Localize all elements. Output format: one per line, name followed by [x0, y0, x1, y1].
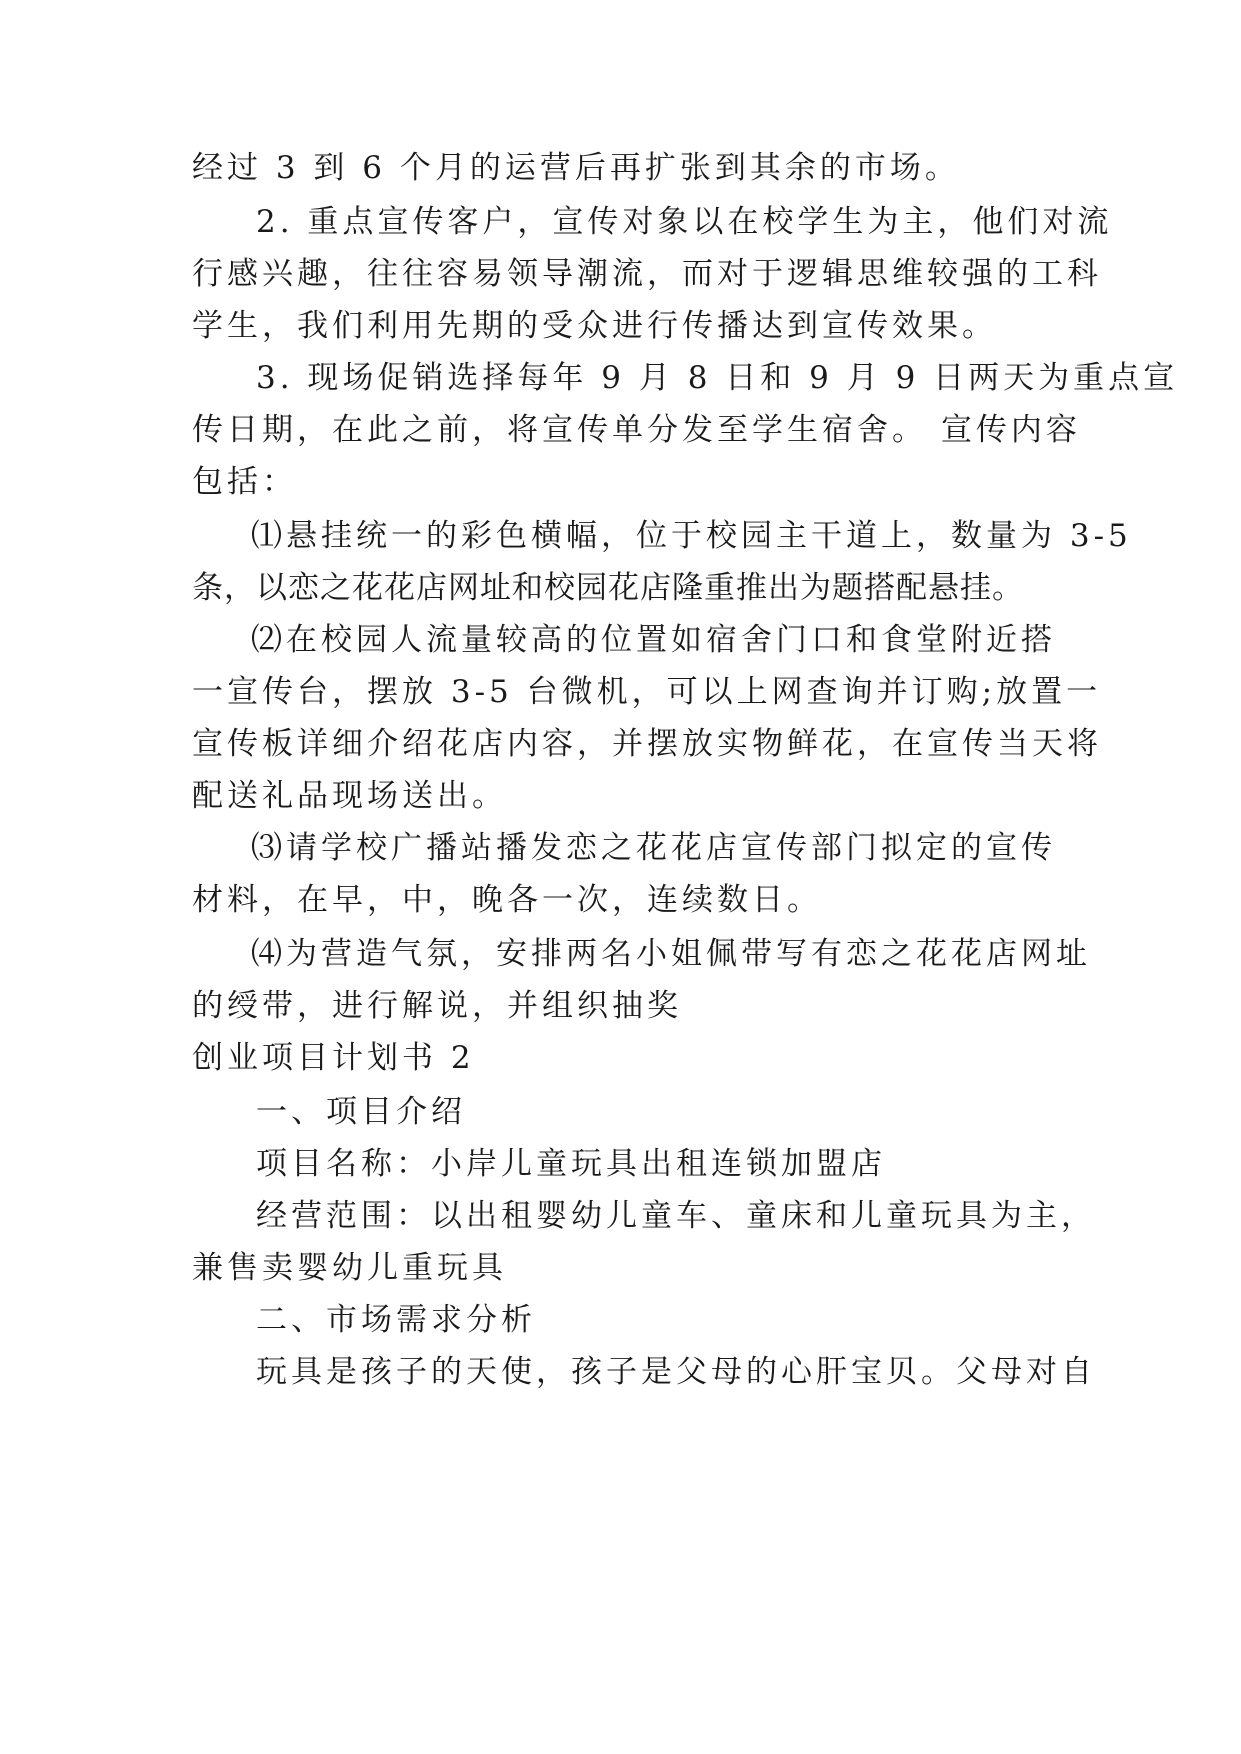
paragraph-line: 兼售卖婴幼儿重玩具 — [192, 1250, 507, 1286]
paragraph-line: 经营范围：以出租婴幼儿童车、童床和儿童玩具为主， — [256, 1198, 1096, 1234]
paragraph-line: 项目名称：小岸儿童玩具出租连锁加盟店 — [256, 1146, 886, 1182]
paragraph-line: 一、项目介绍 — [256, 1094, 466, 1130]
paragraph-line: 的绶带，进行解说，并组织抽奖 — [192, 988, 682, 1024]
paragraph-line: 包括： — [192, 464, 297, 500]
paragraph-line: 配送礼品现场送出。 — [192, 778, 507, 814]
paragraph-line: 经过 3 到 6 个月的运营后再扩张到其余的市场。 — [192, 150, 960, 186]
paragraph-line: 一宣传台，摆放 3-5 台微机，可以上网查询并订购;放置一 — [192, 674, 1102, 710]
paragraph-line: ⑷为营造气氛，安排两名小姐佩带写有恋之花花店网址 — [251, 936, 1091, 972]
paragraph-line: ⑴悬挂统一的彩色横幅，位于校园主干道上，数量为 3-5 — [251, 518, 1132, 554]
paragraph-line: 3. 现场促销选择每年 9 月 8 日和 9 月 9 日两天为重点宣 — [256, 360, 1179, 396]
paragraph-line: ⑵在校园人流量较高的位置如宿舍门口和食堂附近搭 — [251, 622, 1056, 658]
section-heading: 创业项目计划书 2 — [192, 1040, 475, 1076]
paragraph-line: 学生，我们利用先期的受众进行传播达到宣传效果。 — [192, 308, 997, 344]
paragraph-line: 条，以恋之花花店网址和校园花店隆重推出为题搭配悬挂。 — [192, 570, 1024, 606]
paragraph-line: 2. 重点宣传客户，宣传对象以在校学生为主，他们对流 — [256, 204, 1113, 240]
paragraph-line: 材料，在早，中，晚各一次，连续数日。 — [192, 882, 822, 918]
paragraph-line: 行感兴趣，往往容易领导潮流，而对于逻辑思维较强的工科 — [192, 256, 1102, 292]
paragraph-line: 二、市场需求分析 — [256, 1302, 536, 1338]
paragraph-line: ⑶请学校广播站播发恋之花花店宣传部门拟定的宣传 — [251, 830, 1056, 866]
paragraph-line: 宣传板详细介绍花店内容，并摆放实物鲜花，在宣传当天将 — [192, 726, 1102, 762]
paragraph-line: 传日期，在此之前，将宣传单分发至学生宿舍。 宣传内容 — [192, 412, 1081, 448]
paragraph-line: 玩具是孩子的天使，孩子是父母的心肝宝贝。父母对自 — [256, 1354, 1096, 1390]
